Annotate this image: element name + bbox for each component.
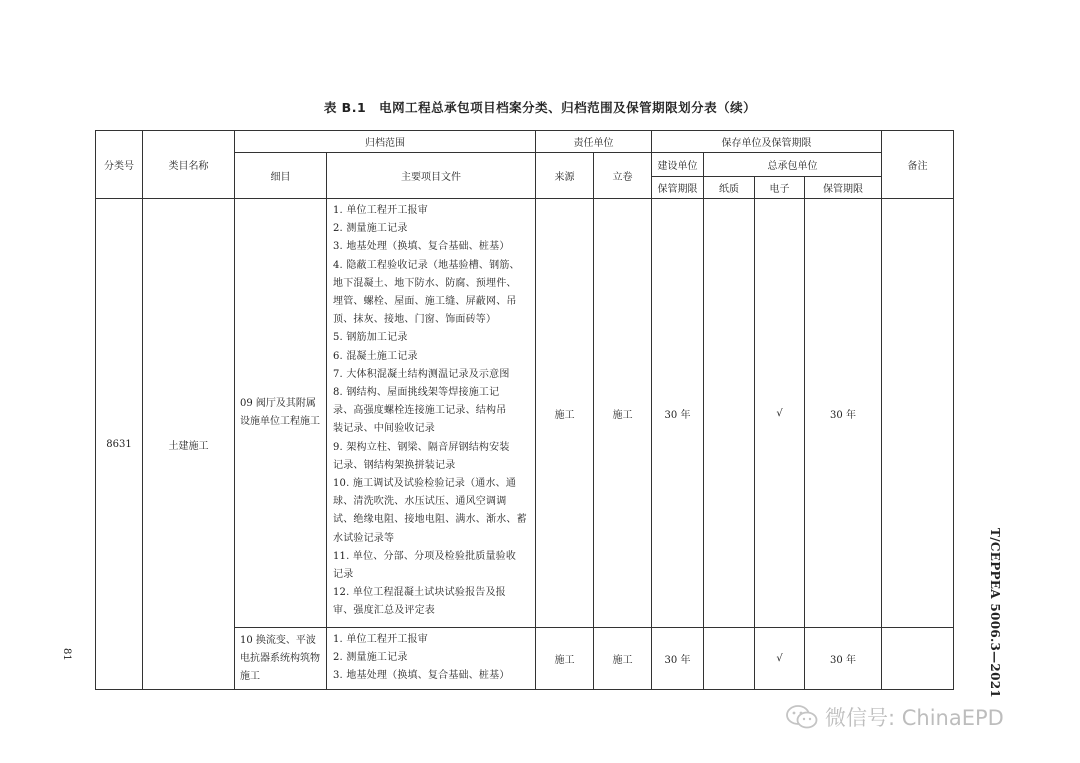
cell-electronic: √ bbox=[755, 628, 805, 690]
cell-source: 施工 bbox=[536, 628, 594, 690]
file-item: 记录、钢结构架换拼装记录 bbox=[333, 459, 456, 471]
cell-detail: 09 阀厅及其附属设施单位工程施工 bbox=[235, 199, 327, 628]
file-item: 8. 钢结构、屋面挑线架等焊接施工记 bbox=[333, 387, 500, 399]
header-archive-scope: 归档范围 bbox=[235, 131, 536, 153]
file-item: 4. 隐蔽工程验收记录（地基验槽、钢筋、 bbox=[333, 259, 520, 271]
page-title: 表 B.1 电网工程总承包项目档案分类、归档范围及保管期限划分表（续） bbox=[323, 100, 757, 115]
wechat-logo-icon bbox=[785, 704, 819, 730]
watermark-text: 微信号: ChinaEPD bbox=[825, 706, 1004, 730]
header-retention: 保存单位及保管期限 bbox=[652, 131, 882, 153]
file-item: 5. 钢筋加工记录 bbox=[333, 332, 408, 344]
cell-category-name: 土建施工 bbox=[143, 199, 235, 690]
archive-classification-table bbox=[95, 130, 954, 690]
file-item: 12. 单位工程混凝土试块试验报告及报 bbox=[333, 587, 506, 599]
table-row bbox=[96, 199, 954, 628]
file-item: 10. 施工调试及试验检验记录（通水、通 bbox=[333, 478, 517, 490]
cell-paper bbox=[704, 628, 755, 690]
cell-detail: 10 换流变、平波电抗器系统构筑物施工 bbox=[235, 628, 327, 690]
header-contractor-unit: 总承包单位 bbox=[704, 153, 882, 177]
cell-main-files bbox=[327, 199, 536, 628]
file-item: 3. 地基处理（换填、复合基础、桩基） bbox=[333, 241, 510, 253]
file-item: 1. 单位工程开工报审 bbox=[333, 634, 428, 645]
cell-electronic: √ bbox=[755, 199, 805, 628]
file-item: 记录 bbox=[333, 569, 354, 581]
standard-number: T/CEPPEA 5006.3—2021 bbox=[988, 528, 1002, 699]
cell-source: 施工 bbox=[536, 199, 594, 628]
cell-main-files bbox=[327, 628, 536, 690]
header-code: 分类号 bbox=[96, 131, 143, 199]
header-source: 来源 bbox=[536, 153, 594, 199]
header-main-files: 主要项目文件 bbox=[327, 153, 536, 199]
file-item: 2. 测量施工记录 bbox=[333, 652, 408, 664]
page-number: 81 bbox=[61, 648, 72, 661]
file-item: 3. 地基处理（换填、复合基础、桩基） bbox=[333, 670, 510, 682]
header-filing: 立卷 bbox=[594, 153, 652, 199]
watermark bbox=[785, 702, 1004, 732]
header-contractor-period: 保管期限 bbox=[805, 177, 882, 199]
header-category-name: 类目名称 bbox=[143, 131, 235, 199]
cell-filing: 施工 bbox=[594, 199, 652, 628]
file-item: 11. 单位、分部、分项及检验批质量验收 bbox=[333, 550, 517, 562]
file-item: 录、高强度螺栓连接施工记录、结构吊 bbox=[333, 405, 507, 417]
header-electronic: 电子 bbox=[755, 177, 805, 199]
file-item: 水试验记录等 bbox=[333, 532, 395, 544]
file-item: 装记录、中间验收记录 bbox=[333, 423, 435, 435]
cell-remark bbox=[882, 199, 954, 628]
file-item: 埋管、螺栓、屋面、施工缝、屏蔽网、吊 bbox=[333, 296, 517, 308]
header-owner-unit: 建设单位 bbox=[652, 153, 704, 177]
header-detail: 细目 bbox=[235, 153, 327, 199]
file-item: 顶、抹灰、接地、门窗、饰面砖等） bbox=[333, 314, 497, 326]
file-item: 试、绝缘电阻、接地电阻、满水、渐水、蓄 bbox=[333, 514, 527, 526]
header-responsible-unit: 责任单位 bbox=[536, 131, 652, 153]
cell-contractor-period: 30 年 bbox=[805, 628, 882, 690]
cell-filing: 施工 bbox=[594, 628, 652, 690]
header-paper: 纸质 bbox=[704, 177, 755, 199]
header-row-1 bbox=[96, 131, 954, 153]
file-item: 2. 测量施工记录 bbox=[333, 223, 408, 235]
file-item: 审、强度汇总及评定表 bbox=[333, 605, 435, 617]
file-item: 9. 架构立柱、钢梁、隔音屏钢结构安装 bbox=[333, 441, 510, 453]
file-item: 1. 单位工程开工报审 bbox=[333, 205, 428, 216]
cell-contractor-period: 30 年 bbox=[805, 199, 882, 628]
file-item: 7. 大体积混凝土结构测温记录及示意图 bbox=[333, 368, 510, 380]
header-remark: 备注 bbox=[882, 131, 954, 199]
file-item: 6. 混凝土施工记录 bbox=[333, 350, 418, 362]
cell-remark bbox=[882, 628, 954, 690]
cell-owner-period: 30 年 bbox=[652, 199, 704, 628]
cell-owner-period: 30 年 bbox=[652, 628, 704, 690]
header-owner-period: 保管期限 bbox=[652, 177, 704, 199]
file-item: 地下混凝土、地下防水、防腐、预埋件、 bbox=[333, 277, 517, 289]
cell-code: 8631 bbox=[96, 199, 143, 690]
cell-paper bbox=[704, 199, 755, 628]
file-item: 球、清洗吹洗、水压试压、通风空调调 bbox=[333, 496, 507, 508]
